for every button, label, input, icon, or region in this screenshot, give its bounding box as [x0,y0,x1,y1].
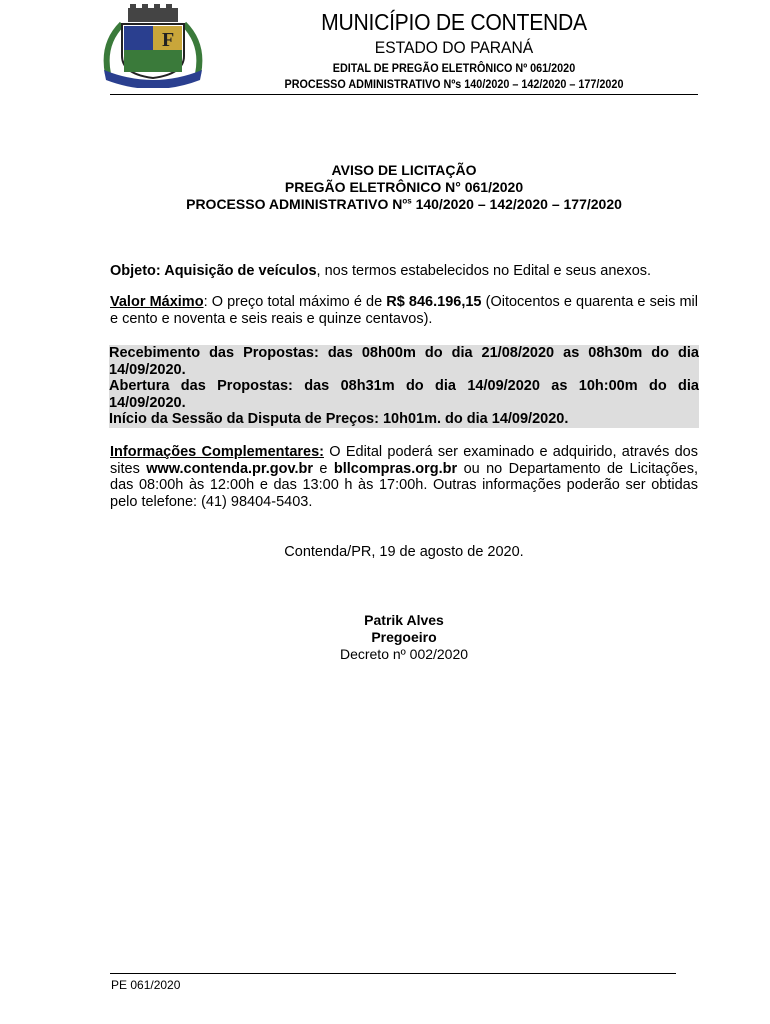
signer-name: Patrik Alves [364,612,444,628]
state-subtitle: ESTADO DO PARANÁ [374,38,534,57]
notice-pregao: PREGÃO ELETRÔNICO N° 061/2020 [284,179,524,195]
coat-of-arms-seal [100,4,206,88]
valor-label: Valor Máximo [110,294,204,310]
valor-paragraph: Valor Máximo: O preço total máximo é de R$ 846.196,15 (Oitocentos e quarenta e seis mil e cento e noventa e seis reais e quinze centavos). [110,294,698,327]
process-heading: PROCESSO ADMINISTRATIVO Nºs 140/2020 – 142/2020 – 177/2020 [284,77,624,91]
header-divider [110,94,698,95]
municipality-title: MUNICÍPIO DE CONTENDA [321,9,587,35]
valor-amount: R$ 846.196,15 [386,294,482,310]
schedule-block [109,345,699,428]
schedule-line: Início da Sessão da Disputa de Preços: 10h01m. do dia 14/09/2020. [109,411,569,427]
footer-divider [110,973,676,974]
svg-text:F: F [162,29,175,51]
schedule-line: 14/09/2020. [109,361,186,378]
signer-role: Pregoeiro [371,629,437,645]
footer-reference: PE 061/2020 [111,978,181,992]
schedule-line: Abertura das Propostas: das 08h31m do dia 14/09/2020 as 10h:00m do dia [109,378,699,394]
info-label: Informações Complementares: [110,444,324,460]
notice-title: AVISO DE LICITAÇÃO [331,162,477,178]
objeto-label: Objeto: Aquisição de veículos [110,263,317,279]
date-line: Contenda/PR, 19 de agosto de 2020. [284,544,524,560]
schedule-line: Recebimento das Propostas: das 08h00m do dia 21/08/2020 as 08h30m do dia [109,345,699,361]
objeto-paragraph: Objeto: Aquisição de veículos, nos termos estabelecidos no Edital e seus anexos. [110,263,652,279]
edital-heading: EDITAL DE PREGÃO ELETRÔNICO Nº 061/2020 [332,61,576,75]
site-link-bllcompras: bllcompras.org.br [333,460,458,477]
signer-decree: Decreto nº 002/2020 [339,646,469,662]
notice-process: PROCESSO ADMINISTRATIVO $N^{os}$ 140/2020 – 142/2020 – 177/2020 [186,196,622,212]
site-link-contenda: www.contenda.pr.gov.br [146,460,313,477]
schedule-line: 14/09/2020. [109,394,186,411]
info-paragraph: Informações Complementares: O Edital poderá ser examinado e adquirido, através dos sites www.contenda.pr.gov.br e bllcompras.org.br ou no Departamento de Licitações, das 08:00h às 12:00h e das 13:00 h às 17:00h. Outras informações poderão ser obtidas pelo telefone: (41) 98404-5403. [110,444,699,510]
